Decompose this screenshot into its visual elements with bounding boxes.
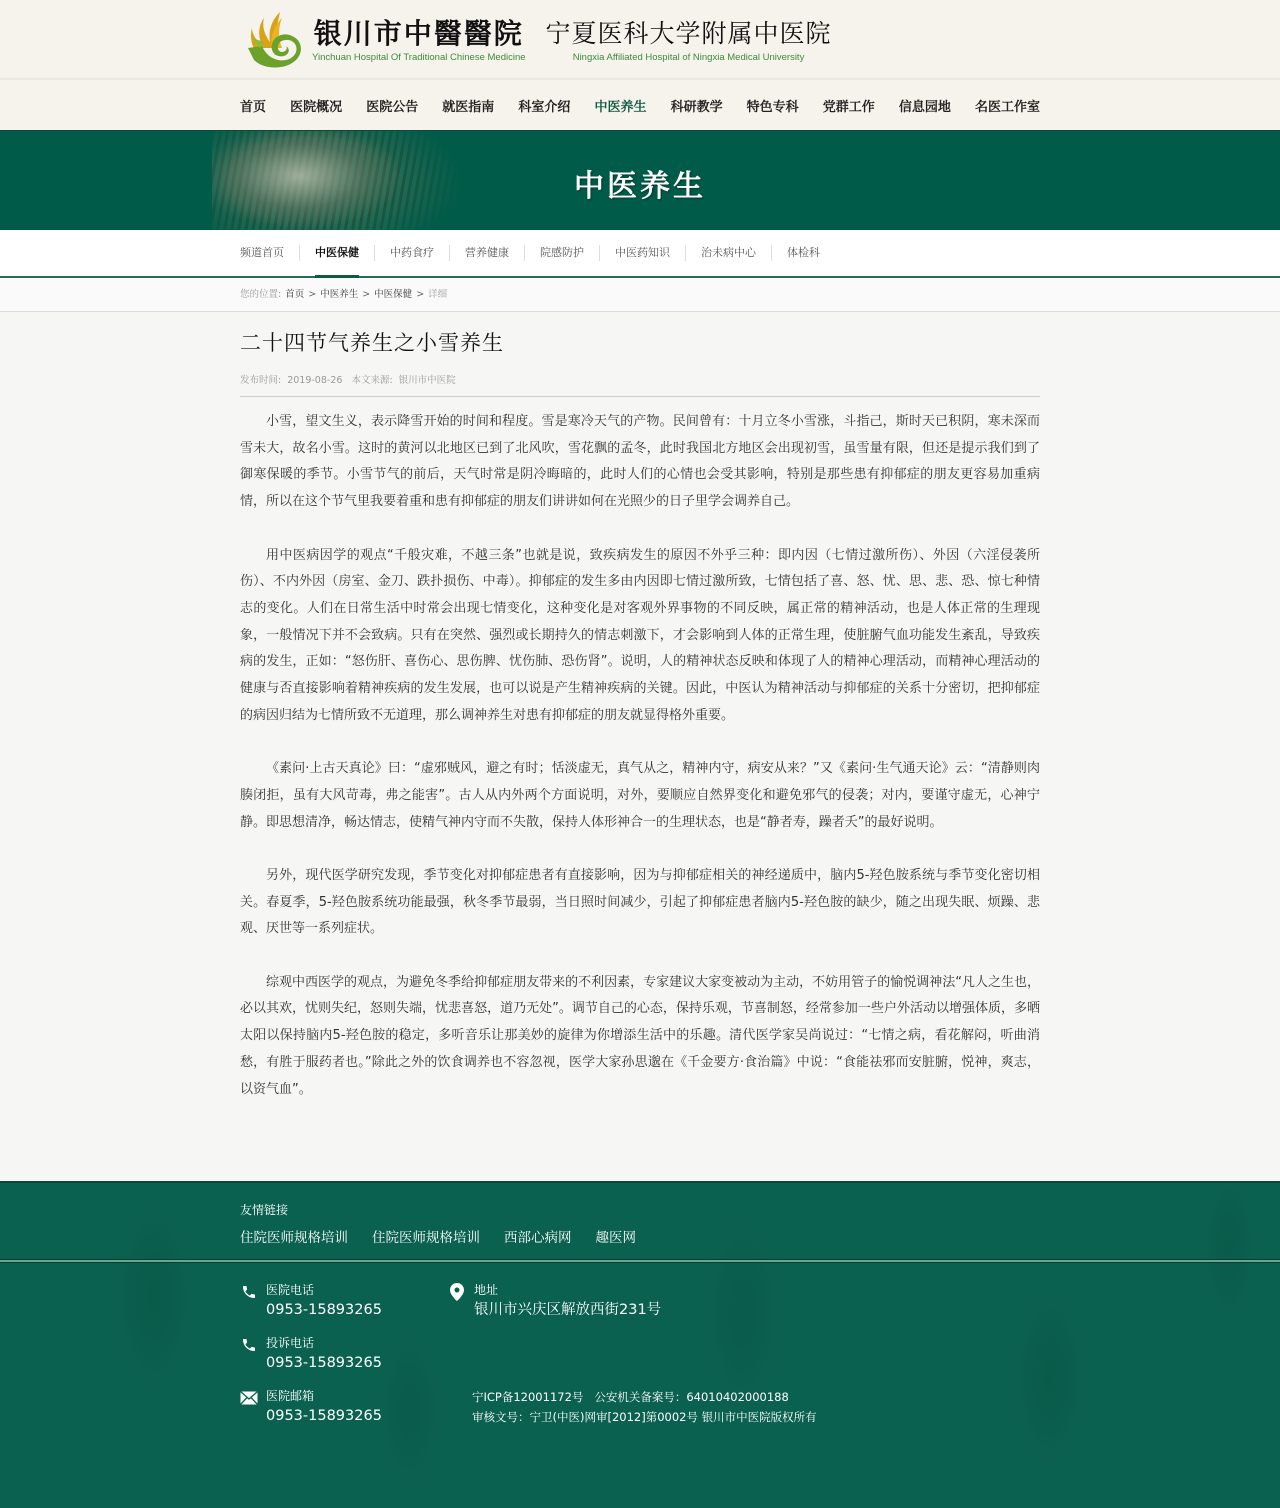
site-footer [0,1181,1280,1508]
breadcrumb-tcm-health[interactable]: 中医养生 [320,289,359,300]
breadcrumb-bar [0,278,1280,312]
article-paragraph: 小雪，望文生义，表示降雪开始的时间和程度。雪是寒冷天气的产物。民间曾有：十月立冬小雪涨，斗指己，斯时天已积阴，寒未深而雪未大，故名小雪。这时的黄河以北地区已到了北风吹，雪花飘的孟冬，此时我国北方地区会出现初雪，虽雪量有限，但还是提示我们到了御寒保暖的季节。小雪节气的前后，天气时常是阴冷晦暗的，此时人们的心情也会受其影响，特别是那些患有抑郁症的朋友更容易加重病情，所以在这个节气里我要着重和患有抑郁症的朋友们讲讲如何在光照少的日子里学会调养自己。 [240,414,1040,510]
nav-item-info[interactable]: 信息园地 [898,99,951,115]
hospital-name [312,16,526,64]
hospital-name-cn: 银川市中醫醫院 [313,17,524,50]
source-value: 银川市中医院 [398,375,456,386]
contact-label: 地址 [474,1283,499,1298]
contact-value[interactable]: 0953-15893265 [266,1408,382,1425]
breadcrumb-home[interactable]: 首页 [285,289,305,300]
subnav-tcm-knowledge[interactable]: 中医药知识 [599,245,685,261]
article-paragraph: 另外，现代医学研究发现，季节变化对抑郁症患者有直接影响，因为与抑郁症相关的神经递质中，脑内5-羟色胺系统与季节变化密切相关。春夏季，5-羟色胺系统功能最强，秋冬季节最弱，当日照时间减少，引起了抑郁症患者脑内5-羟色胺的缺少，随之出现失眠、烦躁、悲观、厌世等一系列症状。 [240,867,1040,937]
banner-title: 中医养生 [574,169,706,204]
article-paragraph: 用中医病因学的观点“千般灾难，不越三条”也就是说，致疾病发生的原因不外乎三种：即内因（七情过激所伤）、外因（六淫侵袭所伤）、不内外因（房室、金刀、跌扑损伤、中毒）。抑郁症的发生多由内因即七情过激所致，七情包括了喜、怒、忧、思、悲、恐、惊七种情志的变化。人们在日常生活中时常会出现七情变化，这种变化是对客观外界事物的不同反映，属正常的精神活动，也是人体正常的生理现象，一般情况下并不会致病。只有在突然、强烈或长期持久的情志刺激下，才会影响到人体的正常生理，使脏腑气血功能发生紊乱，导致疾病的发生，正如：“怒伤肝、喜伤心、思伤脾、忧伤肺、恐伤肾”。说明，人的精神状态反映和体现了人的精神心理活动，而精神心理活动的健康与否直接影响着精神疾病的发生发展，也可以说是产生精神疾病的关键。因此，中医认为精神活动与抑郁症的关系十分密切，把抑郁症的病因归结为七情所致不无道理，那么调神养生对患有抑郁症的朋友就显得格外重要。 [240,547,1040,723]
contact-label: 医院邮箱 [266,1389,315,1404]
breadcrumb-separator: > [416,289,425,300]
friendly-links [240,1183,1040,1259]
nav-item-departments[interactable]: 科室介绍 [518,99,571,115]
affiliate-name [546,16,832,64]
friendly-link-western-heart[interactable]: 西部心病网 [504,1230,572,1247]
article-body [240,409,1040,1103]
location-pin-icon [448,1283,466,1301]
source-label: 本文来源: [351,375,393,386]
icp-record[interactable]: 宁ICP备12001172号 公安机关备案号：64010402000188 [472,1390,789,1405]
copyright-info [472,1387,817,1427]
subnav-herbal-diet[interactable]: 中药食疗 [374,245,449,261]
contact-value[interactable]: 0953-15893265 [266,1355,382,1372]
nav-item-home[interactable]: 首页 [240,99,267,115]
review-number: 审核文号：宁卫(中医)网审[2012]第0002号 银川市中医院版权所有 [472,1410,817,1425]
phone-icon [240,1336,258,1354]
article-meta [240,372,1040,397]
address-value: 银川市兴庆区解放西街231号 [474,1302,662,1319]
subnav-infection-control[interactable]: 院感防护 [524,245,599,261]
subnav-tcm-care[interactable]: 中医保健 [299,245,374,261]
contact-info [240,1263,1040,1508]
breadcrumb-separator: > [308,289,317,300]
subnav-physical-exam[interactable]: 体检科 [771,245,835,261]
breadcrumb-prefix: 您的位置: [240,289,282,300]
friendly-link-resident-training-2[interactable]: 住院医师规格培训 [372,1230,480,1247]
affiliate-name-cn: 宁夏医科大学附属中医院 [545,19,832,48]
article-title: 二十四节气养生之小雪养生 [240,331,504,355]
main-nav [0,80,1280,130]
sub-nav [0,230,1280,278]
breadcrumb-separator: > [362,289,371,300]
affiliate-name-en: Ningxia Affiliated Hospital of Ningxia Medical University [572,52,805,63]
subnav-channel-home[interactable]: 频道首页 [240,246,284,259]
contact-hospital-phone [240,1281,382,1321]
contact-complaint-phone [240,1334,382,1374]
publish-label: 发布时间: [240,375,282,386]
article [240,312,1040,1181]
nav-item-announcements[interactable]: 医院公告 [366,99,419,115]
nav-item-specialties[interactable]: 特色专科 [746,99,799,115]
friendly-link-quyi[interactable]: 趣医网 [595,1230,636,1247]
contact-value[interactable]: 0953-15893265 [266,1302,382,1319]
article-paragraph: 综观中西医学的观点，为避免冬季给抑郁症朋友带来的不利因素，专家建议大家变被动为主动，不妨用管子的愉悦调神法“凡人之生也，必以其欢，忧则失纪，怒则失端，忧悲喜怒，道乃无处”。调节自己的心态，保持乐观，节喜制怒，经常参加一些户外活动以增强体质，多晒太阳以保持脑内5-羟色胺的稳定，多听音乐让那美妙的旋律为你增添生活中的乐趣。清代医学家吴尚说过：“七情之病，看花解闷，听曲消愁，有胜于服药者也。”除此之外的饮食调养也不容忽视，医学大家孙思邈在《千金要方·食治篇》中说：“食能祛邪而安脏腑，悦神，爽志，以资气血”。 [240,974,1040,1097]
nav-item-famous-doctors[interactable]: 名医工作室 [974,99,1040,115]
channel-banner [0,130,1280,230]
nav-item-overview[interactable]: 医院概况 [290,99,343,115]
hospital-name-en: Yinchuan Hospital Of Traditional Chinese Medicine [312,52,526,63]
friendly-links-title: 友情链接 [240,1203,289,1218]
hospital-logo-icon[interactable] [242,8,306,72]
nav-item-research[interactable]: 科研教学 [670,99,723,115]
nav-item-party-work[interactable]: 党群工作 [822,99,875,115]
article-paragraph: 《素问·上古天真论》曰：“虚邪贼风，避之有时；恬淡虚无，真气从之，精神内守，病安从来？”又《素问·生气通天论》云：“清静则肉腠闭拒，虽有大风苛毒，弗之能害”。古人从内外两个方面说明，对外，要顺应自然界变化和避免邪气的侵袭；对内，要谨守虚无，心神宁静。即思想清净，畅达情志，使精气神内守而不失散，保持人体形神合一的生理状态，也是“静者寿，躁者夭”的最好说明。 [240,761,1040,830]
nav-item-guide[interactable]: 就医指南 [442,99,495,115]
subnav-preventive-center[interactable]: 治未病中心 [685,245,771,261]
phone-icon [240,1283,258,1301]
publish-date: 2019-08-26 [287,375,343,386]
breadcrumb-current: 详细 [428,289,448,300]
subnav-nutrition[interactable]: 营养健康 [449,245,524,261]
contact-label: 医院电话 [266,1283,315,1298]
contact-hospital-email [240,1387,382,1427]
breadcrumb [240,278,1040,312]
site-header [0,0,1280,80]
friendly-link-resident-training[interactable]: 住院医师规格培训 [240,1230,348,1247]
contact-label: 投诉电话 [266,1336,315,1351]
breadcrumb-tcm-care[interactable]: 中医保健 [374,289,413,300]
contact-address [448,1281,661,1321]
nav-item-tcm-health[interactable]: 中医养生 [594,99,647,115]
mail-icon [240,1389,258,1407]
